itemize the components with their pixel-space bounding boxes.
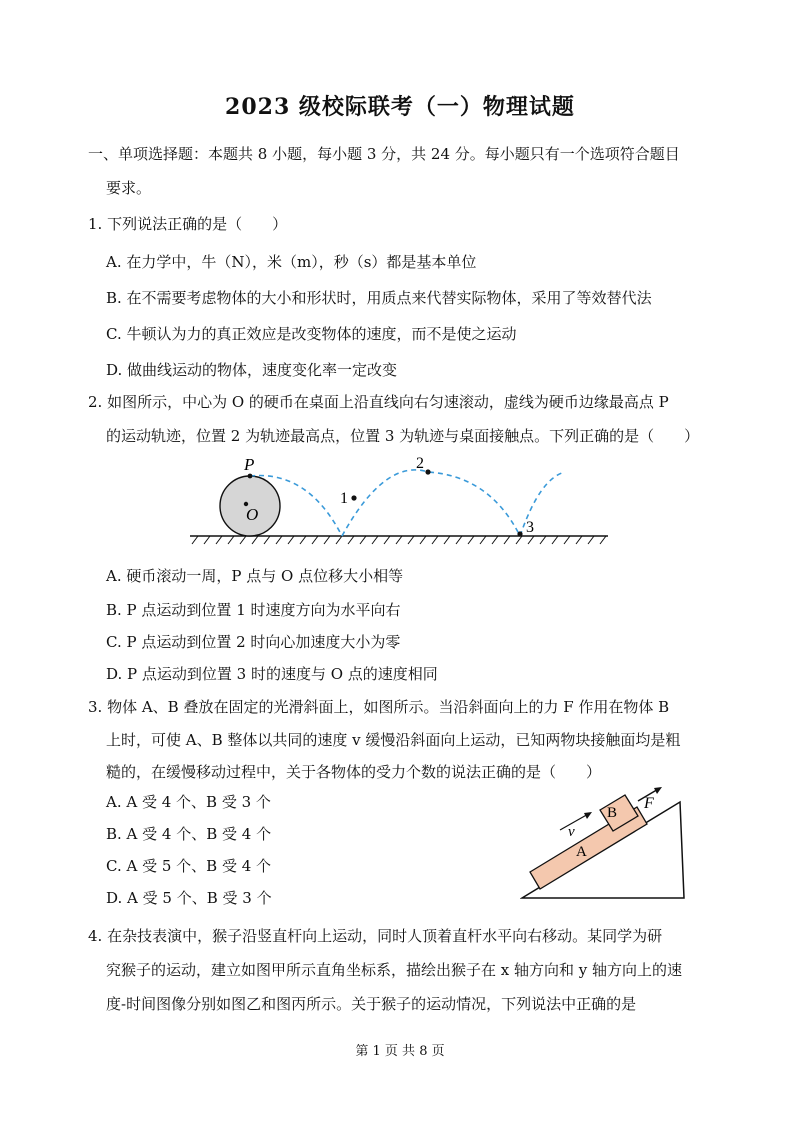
label-b: B bbox=[607, 805, 618, 821]
q4-stem-cont-1: 究猴子的运动，建立如图甲所示直角坐标系，描绘出猴子在 x 轴方向和 y 轴方向上的速 bbox=[106, 961, 683, 979]
label-f: F bbox=[644, 795, 654, 812]
q3-stem-cont-2: 糙的，在缓慢移动过程中，关于各物体的受力个数的说法正确的是（ ） bbox=[106, 763, 602, 781]
q3-option-c: C. A 受 5 个、B 受 4 个 bbox=[106, 857, 272, 875]
point-p bbox=[248, 474, 253, 479]
q3-option-b: B. A 受 4 个、B 受 4 个 bbox=[106, 825, 272, 843]
q1-option-a: A. 在力学中，牛（N），米（m），秒（s）都是基本单位 bbox=[106, 253, 477, 271]
section-heading-cont: 要求。 bbox=[106, 179, 152, 197]
label-p: P bbox=[244, 455, 255, 474]
page-title: 2023 级校际联考（一）物理试题 bbox=[225, 94, 575, 120]
label-o: O bbox=[246, 505, 259, 524]
label-3: 3 bbox=[526, 519, 534, 536]
q1-option-b: B. 在不需要考虑物体的大小和形状时，用质点来代替实际物体，采用了等效替代法 bbox=[106, 289, 652, 307]
point-2 bbox=[425, 469, 430, 474]
q3-stem-cont-1: 上时，可使 A、B 整体以共同的速度 v 缓慢沿斜面向上运动，已知两物块接触面均是粗 bbox=[106, 731, 681, 749]
label-a: A bbox=[576, 844, 587, 860]
q2-stem: 2. 如图所示，中心为 O 的硬币在桌面上沿直线向右匀速滚动，虚线为硬币边缘最高点 P bbox=[88, 393, 669, 411]
q2-stem-cont: 的运动轨迹，位置 2 为轨迹最高点，位置 3 为轨迹与桌面接触点。下列正确的是（ ） bbox=[106, 427, 700, 445]
q4-stem: 4. 在杂技表演中，猴子沿竖直杆向上运动，同时人顶着直杆水平向右移动。某同学为研 bbox=[88, 927, 663, 945]
q4-stem-cont-2: 度-时间图像分别如图乙和图丙所示。关于猴子的运动情况，下列说法中正确的是 bbox=[106, 995, 637, 1013]
q1-stem: 1. 下列说法正确的是（ ） bbox=[88, 215, 288, 233]
trajectory-arc-2 bbox=[342, 470, 520, 536]
q2-option-b: B. P 点运动到位置 1 时速度方向为水平向右 bbox=[106, 601, 401, 619]
section-heading: 一、单项选择题：本题共 8 小题，每小题 3 分，共 24 分。每小题只有一个选项符合题目 bbox=[88, 145, 680, 163]
incline-figure bbox=[520, 780, 700, 904]
label-v: v bbox=[568, 824, 575, 840]
q1-option-c: C. 牛顿认为力的真正效应是改变物体的速度，而不是使之运动 bbox=[106, 325, 517, 343]
coin-rolling-figure bbox=[180, 448, 620, 548]
page-footer: 第 1 页 共 8 页 bbox=[355, 1044, 445, 1059]
q2-option-d: D. P 点运动到位置 3 时的速度与 O 点的速度相同 bbox=[106, 665, 438, 683]
q2-option-c: C. P 点运动到位置 2 时向心加速度大小为零 bbox=[106, 633, 401, 651]
label-2: 2 bbox=[416, 455, 424, 472]
q1-option-d: D. 做曲线运动的物体，速度变化率一定改变 bbox=[106, 361, 398, 379]
label-1: 1 bbox=[340, 490, 348, 507]
q2-option-a: A. 硬币滚动一周，P 点与 O 点位移大小相等 bbox=[106, 567, 404, 585]
q3-option-a: A. A 受 4 个、B 受 3 个 bbox=[106, 793, 271, 811]
point-1 bbox=[351, 495, 356, 500]
q3-option-d: D. A 受 5 个、B 受 3 个 bbox=[106, 889, 272, 907]
q3-stem: 3. 物体 A、B 叠放在固定的光滑斜面上，如图所示。当沿斜面向上的力 F 作用在物体 B bbox=[88, 698, 670, 716]
table-hatching bbox=[192, 536, 606, 544]
point-3 bbox=[517, 531, 522, 536]
